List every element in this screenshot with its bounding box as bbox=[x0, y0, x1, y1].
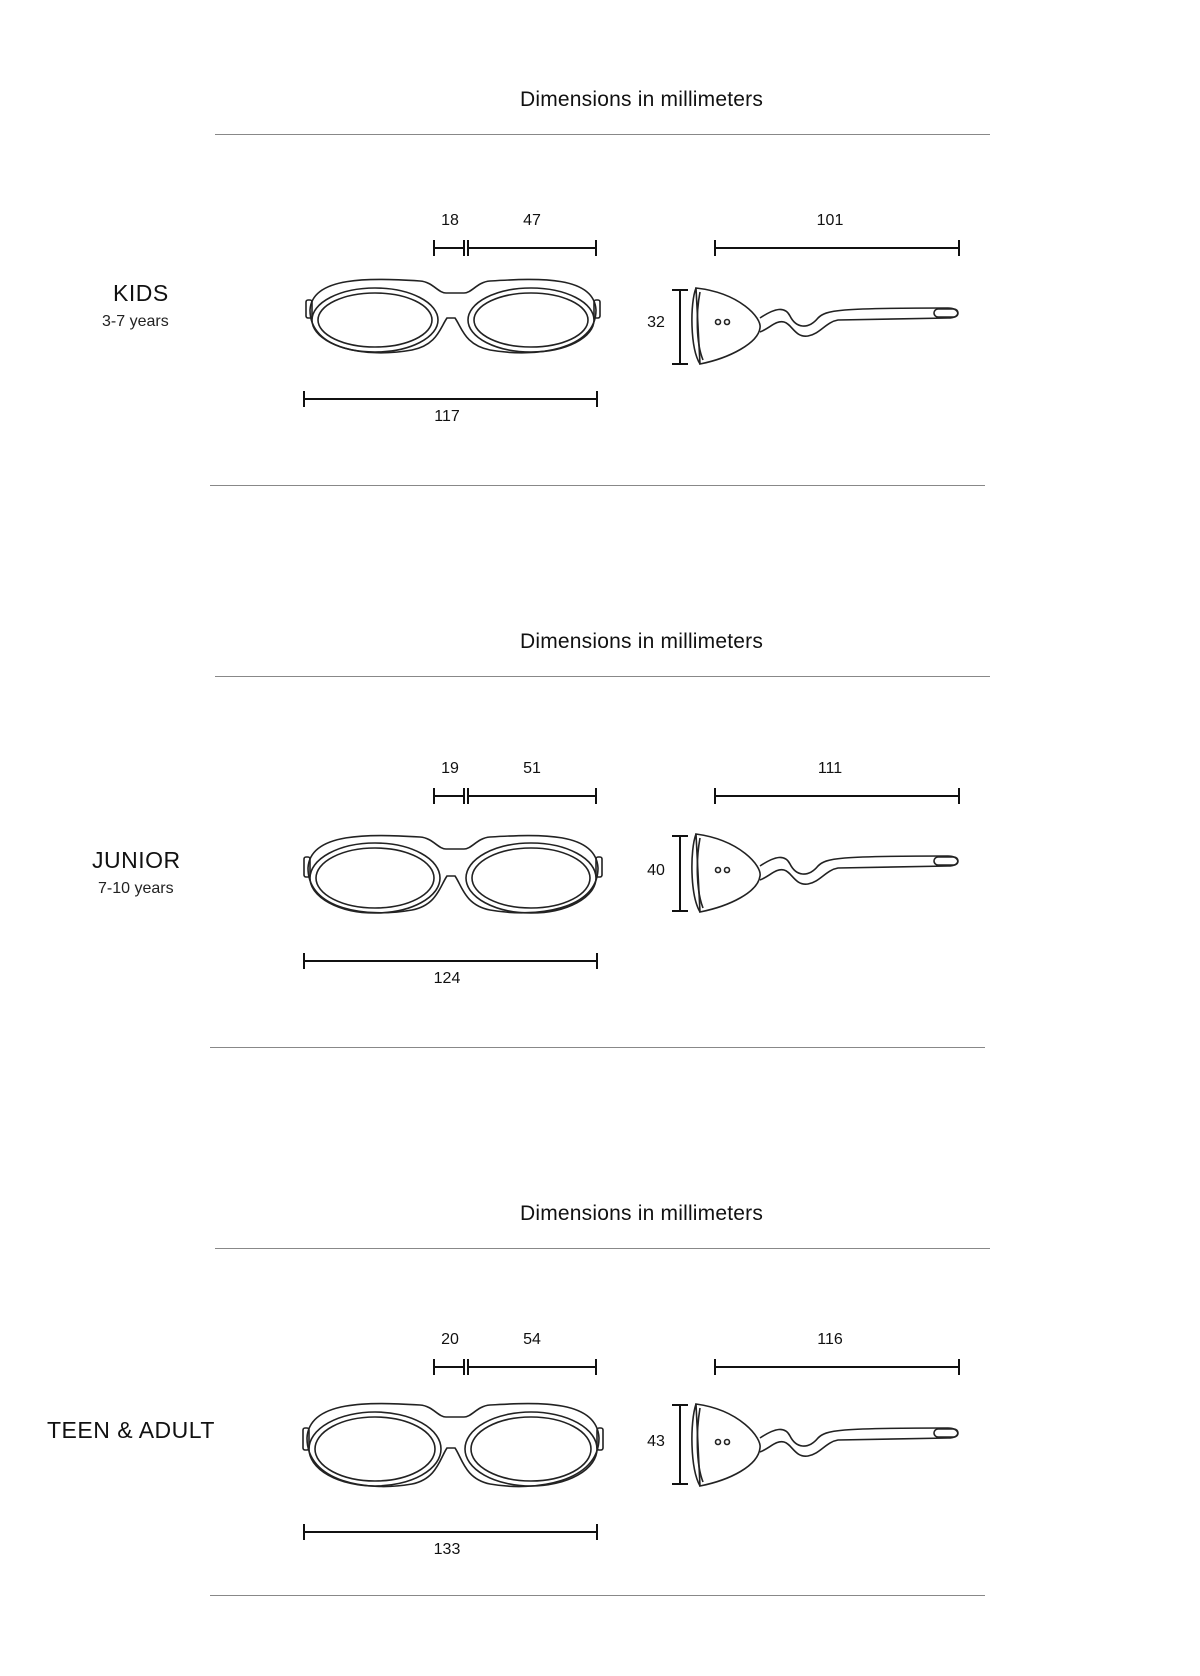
bridge-value: 19 bbox=[441, 760, 459, 777]
lens-width-dimension-line bbox=[468, 788, 596, 804]
bridge-value: 18 bbox=[441, 212, 459, 229]
size-name: KIDS bbox=[113, 280, 169, 306]
total-width-value: 124 bbox=[433, 970, 461, 987]
lens-height-value: 40 bbox=[647, 862, 665, 879]
total-width-dimension-line bbox=[304, 953, 597, 969]
glasses-drawing bbox=[0, 88, 1200, 528]
side-view-frame bbox=[692, 288, 958, 364]
lens-width-value: 51 bbox=[523, 760, 541, 777]
temple-length-value: 116 bbox=[817, 1331, 843, 1348]
temple-length-dimension-line bbox=[715, 788, 959, 804]
size-name: JUNIOR bbox=[92, 847, 181, 873]
heading-text: Dimensions in millimeters bbox=[520, 630, 764, 653]
bridge-dimension-line bbox=[434, 240, 464, 256]
size-section-teen-adult bbox=[0, 1202, 1200, 1642]
glasses-drawing bbox=[0, 630, 1200, 1070]
divider-bottom bbox=[210, 1047, 985, 1048]
bridge-dimension-line bbox=[434, 788, 464, 804]
temple-length-value: 101 bbox=[816, 212, 844, 229]
front-view-frame bbox=[304, 836, 602, 913]
temple-length-value: 111 bbox=[817, 760, 843, 777]
size-section-kids bbox=[0, 88, 1200, 528]
side-view-frame bbox=[692, 1404, 958, 1486]
lens-width-value: 54 bbox=[523, 1331, 541, 1348]
total-width-value: 133 bbox=[433, 1541, 461, 1558]
age-range: 7-10 years bbox=[98, 880, 174, 897]
lens-height-value: 43 bbox=[647, 1433, 665, 1450]
bridge-value: 20 bbox=[441, 1331, 459, 1348]
lens-width-dimension-line bbox=[468, 240, 596, 256]
bridge-dimension-line bbox=[434, 1359, 464, 1375]
heading-text: Dimensions in millimeters bbox=[520, 88, 764, 111]
size-name: TEEN & ADULT bbox=[47, 1417, 215, 1443]
front-view-frame bbox=[303, 1404, 603, 1487]
front-view-frame bbox=[306, 279, 600, 352]
lens-width-dimension-line bbox=[468, 1359, 596, 1375]
lens-height-value: 32 bbox=[647, 314, 665, 331]
temple-length-dimension-line bbox=[715, 1359, 959, 1375]
lens-width-value: 47 bbox=[523, 212, 541, 229]
glasses-drawing bbox=[0, 1202, 1200, 1642]
divider-bottom bbox=[210, 1595, 985, 1596]
total-width-value: 117 bbox=[434, 408, 460, 425]
side-view-frame bbox=[692, 834, 958, 912]
heading-text: Dimensions in millimeters bbox=[520, 1202, 764, 1225]
size-section-junior bbox=[0, 630, 1200, 1070]
temple-length-dimension-line bbox=[715, 240, 959, 256]
divider-bottom bbox=[210, 485, 985, 486]
total-width-dimension-line bbox=[304, 1524, 597, 1540]
total-width-dimension-line bbox=[304, 391, 597, 407]
age-range: 3-7 years bbox=[102, 313, 169, 330]
